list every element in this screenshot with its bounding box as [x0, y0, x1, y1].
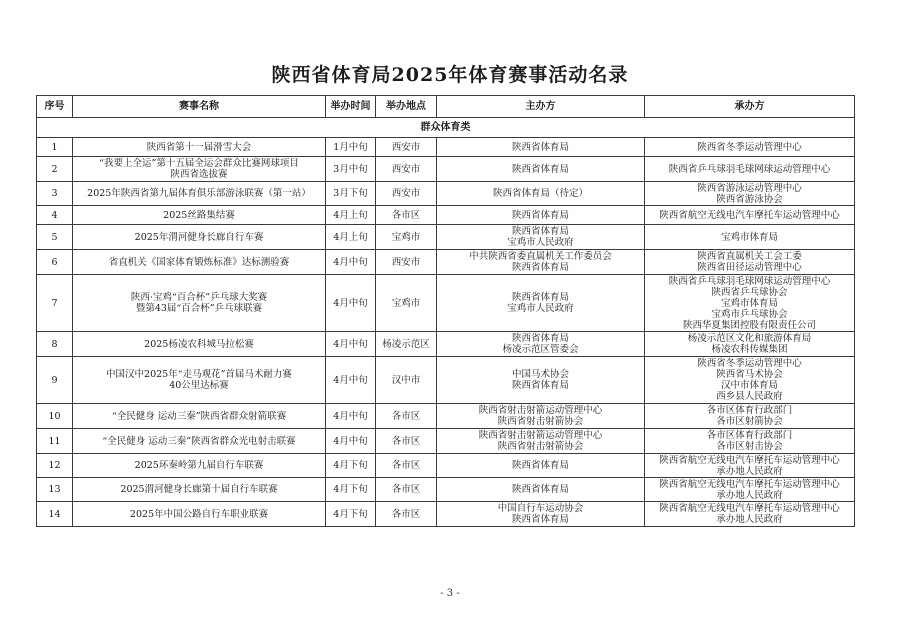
table-row [37, 138, 855, 157]
event-organizer-line: 陕西省直属机关工会工委 [697, 251, 802, 262]
row-no: 10 [37, 404, 73, 429]
page-title: 陕西省体育局2025年体育赛事活动名录 [271, 64, 629, 86]
event-host [437, 404, 645, 429]
event-name [73, 225, 326, 250]
row-no: 3 [37, 182, 73, 206]
row-no: 7 [37, 275, 73, 332]
event-host-line: 陕西省体育局 [511, 460, 569, 471]
event-host-line: 中国自行车运动协会 [497, 503, 584, 514]
event-name [73, 138, 326, 157]
event-name-line: 2025年中国公路自行车职业联赛 [129, 508, 269, 520]
event-name [73, 454, 326, 478]
event-place: 宝鸡市 [376, 225, 437, 250]
event-organizer-line: 宝鸡市体育局 [720, 297, 778, 309]
event-name-line: 陕西省选拔赛 [170, 169, 228, 180]
section-label: 群众体育类 [37, 118, 855, 138]
event-organizer-line: 各市区体育行政部门 [706, 430, 793, 441]
event-host-line: 陕西省体育局 [511, 484, 569, 495]
event-name-line: 2025环秦岭第九届自行车联赛 [134, 460, 264, 471]
event-organizer-line: 陕西省航空无线电汽车摩托车运动管理中心 [659, 454, 840, 466]
event-time: 4月中旬 [326, 250, 376, 275]
event-organizer [645, 138, 855, 157]
event-host [437, 478, 645, 502]
header-place: 举办地点 [376, 96, 437, 118]
event-host-line: 杨凌示范区管委会 [502, 344, 579, 355]
page-number: - 3 - [440, 588, 460, 599]
table-row [37, 157, 855, 182]
event-organizer [645, 250, 855, 275]
table-row [37, 357, 855, 404]
event-name [73, 157, 326, 182]
event-organizer-line: 陕西省乒乓球羽毛球网球运动管理中心 [668, 163, 831, 175]
table-row [37, 502, 855, 527]
row-no: 1 [37, 138, 73, 157]
event-name-line: 2025年渭河健身长廊自行车赛 [134, 231, 264, 243]
event-host-line: 陕西省体育局 [511, 514, 569, 525]
event-name-line: “我要上全运”第十五届全运会群众比赛网球项目 [99, 158, 299, 169]
table-row [37, 429, 855, 454]
row-no: 6 [37, 250, 73, 275]
table-row [37, 332, 855, 357]
event-host-line: 陕西省射击射箭运动管理中心 [478, 405, 603, 416]
event-host-line: 陕西省射击射箭协会 [497, 441, 584, 452]
event-organizer [645, 225, 855, 250]
event-organizer-line: 陕西省乒乓球协会 [711, 286, 788, 298]
event-organizer [645, 454, 855, 478]
event-host [437, 454, 645, 478]
event-name-line: 陕西·宝鸡“百合杯”乒乓球大奖赛 [130, 292, 268, 303]
table-row [37, 454, 855, 478]
event-organizer-line: 陕西省冬季运动管理中心 [697, 358, 802, 369]
row-no: 2 [37, 157, 73, 182]
event-place: 各市区 [376, 429, 437, 454]
table-row [37, 250, 855, 275]
row-no: 8 [37, 332, 73, 357]
event-place: 杨凌示范区 [376, 332, 437, 357]
event-time: 3月下旬 [326, 182, 376, 206]
event-host-line: 中国马术协会 [511, 369, 569, 380]
event-time: 4月中旬 [326, 404, 376, 429]
event-host-line: 宝鸡市人民政府 [507, 237, 574, 248]
table-row [37, 478, 855, 502]
event-host-line: 陕西省射击射箭协会 [497, 416, 584, 427]
event-name-line: “全民健身 运动三秦”陕西省群众射箭联赛 [111, 410, 287, 422]
event-place: 宝鸡市 [376, 275, 437, 332]
event-host-line: 宝鸡市人民政府 [507, 303, 574, 314]
event-name [73, 275, 326, 332]
event-name-line: 暨第43届“百合杯”乒乓球联赛 [135, 303, 263, 314]
event-time: 4月上旬 [326, 206, 376, 225]
event-host [437, 157, 645, 182]
row-no: 4 [37, 206, 73, 225]
event-time: 4月中旬 [326, 357, 376, 404]
event-organizer-line: 杨凌示范区文化和旅游体育局 [687, 333, 812, 344]
row-no: 5 [37, 225, 73, 250]
row-no: 12 [37, 454, 73, 478]
event-organizer-line: 宝鸡市乒乓球协会 [711, 308, 788, 320]
event-name [73, 357, 326, 404]
event-host-line: 陕西省体育局 [511, 380, 569, 391]
event-name [73, 478, 326, 502]
event-host-line: 陕西省体育局 [511, 163, 569, 175]
table-row [37, 275, 855, 332]
event-host [437, 225, 645, 250]
event-organizer-line: 陕西省航空无线电汽车摩托车运动管理中心 [659, 478, 840, 490]
event-host-line: 陕西省体育局 [511, 226, 569, 237]
event-organizer-line: 各市区体育行政部门 [706, 405, 793, 416]
row-no: 13 [37, 478, 73, 502]
event-host-line: 中共陕西省委直属机关工作委员会 [469, 251, 612, 262]
events-table [36, 95, 855, 527]
event-organizer-line: 承办地人民政府 [716, 489, 783, 501]
event-organizer [645, 332, 855, 357]
event-name-line: 2025渭河健身长廊第十届自行车联赛 [120, 484, 278, 495]
event-time: 4月下旬 [326, 454, 376, 478]
event-time: 1月中旬 [326, 138, 376, 157]
event-organizer-line: 陕西华夏集团控股有限责任公司 [682, 319, 816, 331]
event-organizer-line: 陕西省马术协会 [716, 369, 783, 380]
event-name-line: 2025年陕西省第九届体育俱乐部游泳联赛（第一站） [87, 188, 311, 199]
event-organizer-line: 承办地人民政府 [716, 465, 783, 477]
event-organizer-line: 汉中市体育局 [720, 380, 778, 391]
event-organizer-line: 承办地人民政府 [716, 514, 783, 525]
event-organizer [645, 502, 855, 527]
event-name-line: “全民健身 运动三秦”陕西省群众光电射击联赛 [102, 435, 296, 447]
event-name-line: 省直机关《国家体育锻炼标准》达标测验赛 [108, 256, 290, 268]
event-place: 各市区 [376, 454, 437, 478]
event-time: 4月中旬 [326, 429, 376, 454]
event-name-line: 2025丝路集结赛 [163, 209, 235, 221]
event-name [73, 404, 326, 429]
event-place: 汉中市 [376, 357, 437, 404]
event-place: 各市区 [376, 478, 437, 502]
event-time: 3月中旬 [326, 157, 376, 182]
event-place: 西安市 [376, 182, 437, 206]
event-organizer [645, 357, 855, 404]
event-host-line: 陕西省体育局 [511, 141, 569, 153]
table-row [37, 206, 855, 225]
event-place: 西安市 [376, 157, 437, 182]
event-organizer-line: 宝鸡市体育局 [720, 231, 778, 243]
table-header-row [37, 96, 855, 118]
event-organizer [645, 478, 855, 502]
event-host [437, 182, 645, 206]
event-name [73, 250, 326, 275]
event-organizer [645, 206, 855, 225]
table-row [37, 182, 855, 206]
header-time: 举办时间 [326, 96, 376, 118]
event-organizer-line: 陕西省游泳运动管理中心 [697, 182, 802, 194]
event-host [437, 138, 645, 157]
event-name-line: 40公里达标赛 [169, 380, 229, 391]
event-organizer [645, 275, 855, 332]
event-host-line: 陕西省体育局 [511, 209, 569, 221]
event-host [437, 275, 645, 332]
event-organizer-line: 陕西省田径运动管理中心 [697, 262, 802, 273]
event-name [73, 332, 326, 357]
event-organizer-line: 各市区射击协会 [716, 441, 783, 452]
event-host-line: 陕西省体育局 [511, 262, 569, 273]
event-place: 各市区 [376, 206, 437, 225]
event-organizer-line: 陕西省航空无线电汽车摩托车运动管理中心 [659, 209, 840, 221]
event-host-line: 陕西省射击射箭运动管理中心 [478, 430, 603, 441]
event-organizer [645, 182, 855, 206]
event-time: 4月中旬 [326, 332, 376, 357]
event-organizer-line: 陕西省航空无线电汽车摩托车运动管理中心 [659, 503, 840, 514]
event-host [437, 332, 645, 357]
section-row [37, 118, 855, 138]
event-host [437, 429, 645, 454]
event-place: 西安市 [376, 250, 437, 275]
event-name [73, 182, 326, 206]
event-name [73, 502, 326, 527]
event-organizer-line: 陕西省冬季运动管理中心 [697, 141, 802, 153]
header-no: 序号 [37, 96, 73, 118]
table-row [37, 225, 855, 250]
row-no: 14 [37, 502, 73, 527]
event-organizer-line: 各市区射箭协会 [716, 416, 783, 427]
event-host [437, 502, 645, 527]
event-name-line: 2025杨凌农科城马拉松赛 [144, 338, 254, 350]
event-place: 各市区 [376, 502, 437, 527]
event-name-line: 陕西省第十一届滑雪大会 [146, 141, 252, 153]
table-row [37, 404, 855, 429]
header-organizer: 承办方 [645, 96, 855, 118]
event-name [73, 206, 326, 225]
event-time: 4月上旬 [326, 225, 376, 250]
event-name-line: 中国汉中2025年“走马观花”首届马术耐力赛 [106, 369, 292, 380]
event-organizer-line: 陕西省乒乓球羽毛球网球运动管理中心 [668, 275, 831, 287]
event-time: 4月中旬 [326, 275, 376, 332]
row-no: 11 [37, 429, 73, 454]
event-organizer-line: 西乡县人民政府 [716, 391, 783, 402]
event-place: 西安市 [376, 138, 437, 157]
event-host-line: 陕西省体育局 [511, 333, 569, 344]
event-organizer-line: 陕西省游泳协会 [716, 193, 783, 205]
event-organizer [645, 429, 855, 454]
header-host: 主办方 [437, 96, 645, 118]
event-host [437, 357, 645, 404]
event-organizer [645, 157, 855, 182]
event-place: 各市区 [376, 404, 437, 429]
event-time: 4月下旬 [326, 478, 376, 502]
event-organizer [645, 404, 855, 429]
event-host [437, 250, 645, 275]
event-name [73, 429, 326, 454]
header-name: 赛事名称 [73, 96, 326, 118]
event-time: 4月下旬 [326, 502, 376, 527]
event-host-line: 陕西省体育局（待定） [492, 188, 588, 199]
event-host-line: 陕西省体育局 [511, 292, 569, 303]
event-host [437, 206, 645, 225]
row-no: 9 [37, 357, 73, 404]
event-organizer-line: 杨凌农科传媒集团 [711, 344, 788, 355]
